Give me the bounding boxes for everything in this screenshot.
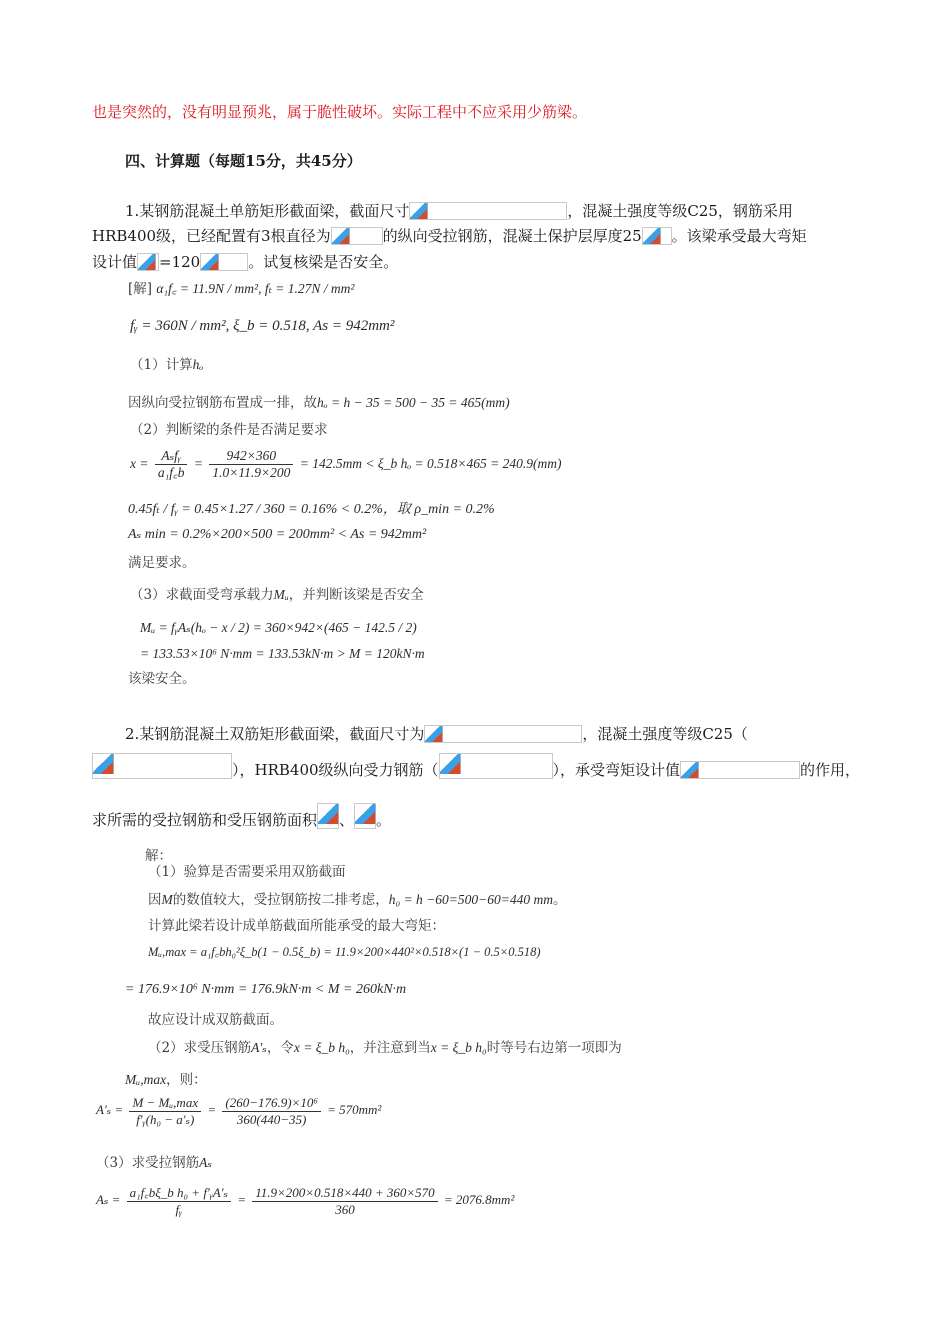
q1-solution-head: [解] α₁f꜀ = 11.9N / mm², fₜ = 1.27N / mm² — [128, 281, 355, 297]
q1-eq-mu2: = 133.53×10⁶ N·mm = 133.53kN·m > M = 120kN·m — [140, 646, 425, 661]
q2-mumax-label: Mᵤ,max，则： — [125, 1072, 207, 1088]
q1-step1: （1）计算hₒ — [130, 357, 204, 373]
q1-eq-x: x = $\frac{\text{Aₛfᵧ}}{\text{a₁f꜀b}}$ = $\frac{942\times 360}{1.0\times 11.9\times 200}$ = 142.5mm < ξ_b hₒ = 0.518×465 = 240.9(mm) — [130, 448, 562, 481]
broken-image-icon — [424, 725, 582, 743]
q1-eq-fy: fᵧ = 360N / mm², ξ_b = 0.518, As = 942mm² — [130, 318, 395, 334]
section-heading: 四、计算题（每题15分，共45分） — [125, 152, 362, 170]
broken-image-icon — [680, 761, 800, 779]
q2-step1: （1）验算是否需要采用双筋截面 — [148, 864, 346, 880]
q2-step1-text: 因M的数值较大，受拉钢筋按二排考虑，h₀ = h −60=500−60=440 mm。 — [148, 892, 567, 908]
broken-image-icon — [409, 202, 567, 220]
q1-step1-text: 因纵向受拉钢筋布置成一排，故hₒ = h − 35 = 500 − 35 = 465(mm) — [128, 395, 510, 411]
q1-step2: （2）判断梁的条件是否满足要求 — [130, 422, 328, 438]
q1-eq-asmin: Aₛ min = 0.2%×200×500 = 200mm² < As = 942mm² — [128, 527, 427, 542]
broken-image-icon — [317, 803, 339, 829]
q1-line1: 1.某钢筋混凝土单筋矩形截面梁，截面尺寸 ，混凝土强度等级C25，钢筋采用 — [125, 202, 793, 220]
q2-double: 故应设计成双筋截面。 — [148, 1012, 283, 1028]
broken-image-icon — [642, 227, 672, 245]
q2-eq-mumax: Mᵤ,max = a₁f꜀bh₀²ξ_b(1 − 0.5ξ_b) = 11.9×200×440²×0.518×(1 − 0.5×0.518) — [148, 945, 541, 959]
q1-step3: （3）求截面受弯承载力Mᵤ，并判断该梁是否安全 — [130, 587, 424, 603]
broken-image-icon — [92, 753, 232, 779]
broken-image-icon — [200, 253, 248, 271]
broken-image-icon — [137, 253, 159, 271]
q1-safe: 该梁安全。 — [128, 671, 196, 687]
conclusion-text: 也是突然的，没有明显预兆，属于脆性破坏。实际工程中不应采用少筋梁。 — [92, 103, 588, 121]
q2-step2: （2）求受压钢筋A′ₛ，令x = ξ_b h₀，并注意到当x = ξ_b h₀时等号右边第一项即为 — [148, 1040, 622, 1056]
q2-line2: ），HRB400级纵向受力钢筋（ ），承受弯矩设计值 的作用， — [92, 753, 860, 779]
q2-line3: 求所需的受拉钢筋和受压钢筋面积 、 。 — [92, 803, 391, 829]
q2-step3: （3）求受拉钢筋Aₛ — [96, 1155, 212, 1171]
q2-eq-as: Aₛ = $\frac{\text{a₁f꜀bξ\_b h₀ + f′ᵧA′ₛ}}{\text{fᵧ}}$ = $\frac{11.9\times 200\times 0.518\times 440 + 360\times 570}{360}$ = 2076.8mm² — [96, 1185, 515, 1217]
q1-line2: HRB400级，已经配置有3根直径为 的纵向受拉钢筋，混凝土保护层厚度25 。该梁承受最大弯矩 — [92, 227, 807, 245]
q1-line3: 设计值 =120 。试复核梁是否安全。 — [92, 253, 399, 271]
broken-image-icon — [439, 753, 553, 779]
q2-solution-head: 解： — [145, 848, 172, 864]
q1-ok: 满足要求。 — [128, 555, 196, 571]
broken-image-icon — [331, 227, 383, 245]
q2-calc-text: 计算此梁若设计成单筋截面所能承受的最大弯矩： — [148, 918, 445, 934]
broken-image-icon — [354, 803, 376, 829]
q2-line1: 2.某钢筋混凝土双筋矩形截面梁，截面尺寸为 ，混凝土强度等级C25（ — [125, 725, 748, 743]
q2-eq-as-prime: A′ₛ = $\frac{\text{M − Mᵤ,max}}{\text{f′ᵧ(h₀ − a′ₛ)}}$ = $\frac{\text{(260−176.9)×10⁶}}{360(440-35)}$ = 570mm² — [96, 1095, 382, 1127]
q1-eq-rho: 0.45fₜ / fᵧ = 0.45×1.27 / 360 = 0.16% < 0.2%，取 ρ_min = 0.2% — [128, 502, 495, 517]
q2-eq-mumax2: = 176.9×10⁶ N·mm = 176.9kN·m < M = 260kN·m — [125, 982, 407, 997]
q1-eq-mu1: Mᵤ = fᵧAₛ(hₒ − x / 2) = 360×942×(465 − 142.5 / 2) — [140, 620, 417, 635]
